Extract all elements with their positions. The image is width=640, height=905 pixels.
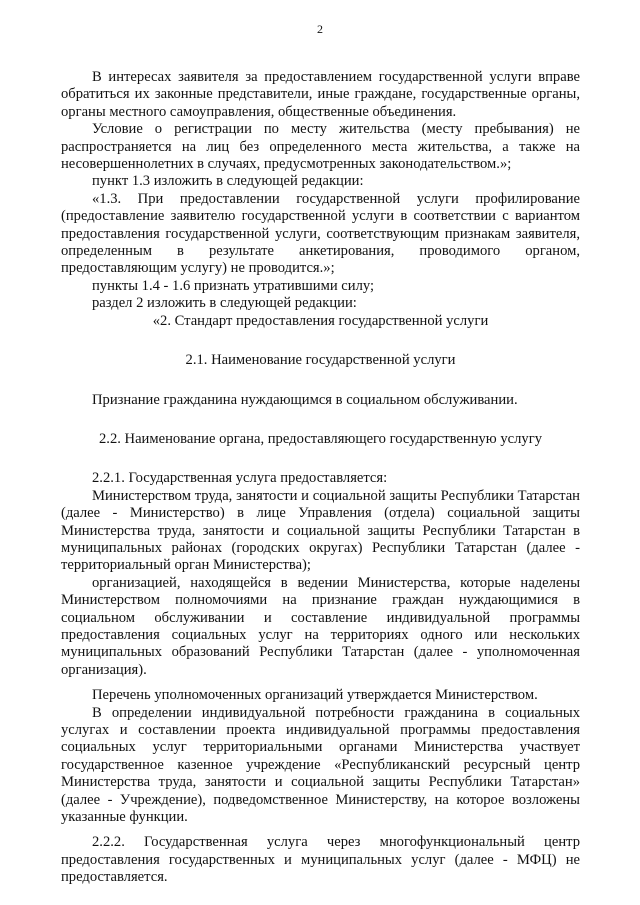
paragraph-2-2-2-mfc: 2.2.2. Государственная услуга через многофункциональный центр предоставления государственных и муниципальных услуг (далее - МФЦ) не предоставляется. xyxy=(61,834,580,886)
paragraph-2-2-1: 2.2.1. Государственная услуга предоставляется: xyxy=(92,470,388,487)
paragraph-representatives: В интересах заявителя за предоставлением государственной услуги вправе обратиться их законные представители, иные граждане, государственные органы, органы местного самоуправления, общественные объединения. xyxy=(61,69,580,120)
paragraph-resource-center: В определении индивидуальной потребности гражданина в социальных услугах и составлении проекта индивидуальной программы предоставления социальных услуг территориальными органами Министерства участвует государственное казенное учреждение «Республиканский ресурсный центр Министерства труда, занятости и социальной защиты Республики Татарстан» (далее - Учреждение), подведомственное Министерству, на которое возложены указанные функции. xyxy=(61,704,580,826)
paragraph-service-name: Признание гражданина нуждающимся в социальном обслуживании. xyxy=(92,391,518,408)
section-2-title: «2. Стандарт предоставления государственной услуги xyxy=(152,312,489,329)
paragraph-authorized-organization: организацией, находящейся в ведении Министерства, которые наделены Министерством полномочиями на признание граждан нуждающимися в социальном обслуживании и составление индивидуальной программы предоставления социальных услуг на территориях одного или нескольких муниципальных образований Республики Татарстан (далее - уполномоченная организация). xyxy=(61,574,580,678)
paragraph-ministry: Министерством труда, занятости и социальной защиты Республики Татарстан (далее - Министерство) в лице Управления (отдела) социальной защиты Министерства труда, занятости и социальной защиты Республики Татарстан в муниципальных районах (городских округах) Республики Татарстан (далее - территориальный орган Министерства); xyxy=(61,487,580,574)
document-body xyxy=(61,69,580,887)
paragraph-registration-condition: Условие о регистрации по месту жительства (месту пребывания) не распространяется на лиц без определенного места жительства, а также на несовершеннолетних в случаях, предусмотренных законодательством.»; xyxy=(61,121,580,173)
paragraph-amend-1-3: пункт 1.3 изложить в следующей редакции: xyxy=(92,173,364,190)
paragraph-section-2-amend: раздел 2 изложить в следующей редакции: xyxy=(92,295,357,312)
paragraph-items-1-4-1-6: пункты 1.4 - 1.6 признать утратившими силу; xyxy=(92,277,375,294)
paragraph-organization-list: Перечень уполномоченных организаций утверждается Министерством. xyxy=(92,687,538,704)
heading-2-2: 2.2. Наименование органа, предоставляющего государственную услугу xyxy=(99,430,542,447)
page-number: 2 xyxy=(317,22,323,36)
paragraph-item-1-3: «1.3. При предоставлении государственной услуги профилирование (предоставление заявителю государственной услуги в соответствии с вариантом предоставления государственной услуги, соответствующим признакам заявителя, определенным в результате анкетирования, проводимого органом, предоставляющим услугу) не проводится.»; xyxy=(61,190,580,277)
heading-2-1: 2.1. Наименование государственной услуги xyxy=(185,352,456,369)
